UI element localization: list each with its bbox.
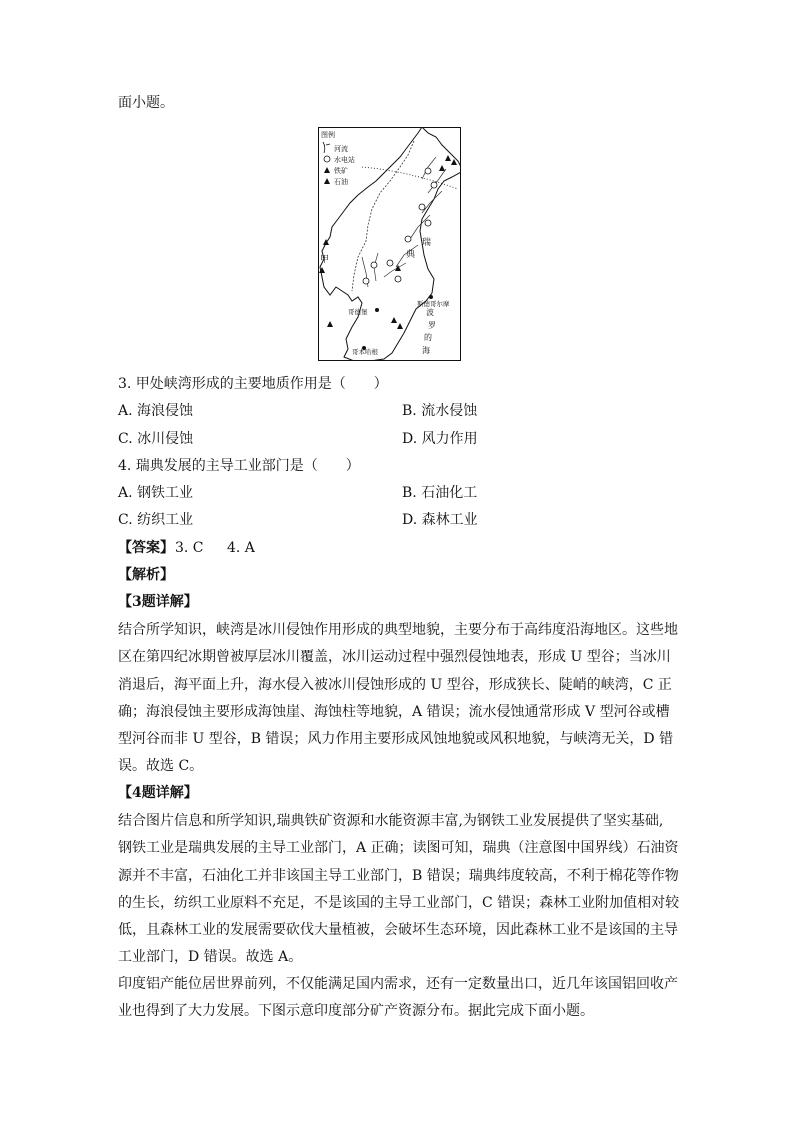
label-gothenburg: 哥德堡 [348,308,368,316]
q4-detail-line: 工业部门，D 错误。故选 A。 [118,949,303,966]
q4-detail-text [118,808,678,972]
label-jia: 甲 [320,255,330,265]
next-intro-line: 业也得到了大力发展。下图示意印度部分矿产资源分布。据此完成下面小题。 [118,1003,594,1020]
label-luo: 罗 [428,321,436,330]
q3-detail-line: 结合所学知识，峡湾是冰川侵蚀作用形成的典型地貌，主要分布于高纬度沿海地区。这些地 [118,622,678,638]
legend-iron-label: 铁矿 [334,167,348,175]
legend-river-label: 河流 [334,145,348,153]
answer-q3: 3. C [175,540,204,556]
q3-stem: 3. 甲处峡湾形成的主要地质作用是（ ） [118,376,388,392]
q3-detail-line: 确；海浪侵蚀主要形成海蚀崖、海蚀柱等地貌，A 错误；流水侵蚀通常形成 V 型河谷或槽 [118,703,670,720]
q4-detail-label: 【4题详解】 [118,785,198,801]
q3-detail-line: 型河谷而非 U 型谷，B 错误；风力作用主要形成风蚀地貌或风积地貌，与峡湾无关，D 错 [118,731,674,748]
q4-option-c: C. 纺织工业 [118,512,194,528]
sweden-map [318,127,461,361]
label-dian: 典 [406,250,416,260]
label-hai: 海 [422,346,430,355]
q4-detail-line: 低，且森林工业的发展需要砍伐大量植被，会破坏生态环境，因此森林工业不是该国的主导 [118,922,678,939]
next-intro-line: 印度铝产能位居世界前列，不仅能满足国内需求，还有一定数量出口，近几年该国铝回收产 [118,976,678,992]
intro-tail: 面小题。 [118,95,174,111]
q4-option-d: D. 森林工业 [402,512,478,528]
q4-detail-line: 的生长，纺织工业原料不充足，不是该国的主导工业部门，C 错误；森林工业附加值相对较 [118,894,680,911]
label-copenhagen: 哥本哈根 [352,348,378,356]
q4-option-b: B. 石油化工 [402,485,478,501]
hydropower-station-icon [324,156,330,162]
q3-detail-text [118,617,678,781]
legend-oil-label: 石油 [334,178,348,186]
gothenburg-marker [375,308,379,312]
label-stockholm: 斯德哥尔摩 [417,300,450,308]
answer-q4: 4. A [227,540,255,556]
q3-detail-line: 区在第四纪冰期曾被厚层冰川覆盖，冰川运动过程中强烈侵蚀地表，形成 U 型谷；当冰川 [118,649,671,666]
label-bo: 波 [426,308,434,317]
q3-option-a: A. 海浪侵蚀 [118,403,194,419]
q3-option-c: C. 冰川侵蚀 [118,431,194,447]
stockholm-marker [429,295,433,299]
legend-hydro-label: 水电站 [334,156,355,164]
q3-option-b: B. 流水侵蚀 [402,403,478,419]
q4-stem: 4. 瑞典发展的主导工业部门是（ ） [118,458,360,474]
next-question-intro [118,971,678,1026]
q4-option-a: A. 钢铁工业 [118,485,194,501]
q4-detail-line: 源并不丰富，石油化工并非该国主导工业部门，B 错误；瑞典纬度较高，不利于棉花等作物 [118,867,679,884]
legend-title: 图例 [321,131,335,139]
analysis-label: 【解析】 [118,567,174,583]
q4-detail-line: 钢铁工业是瑞典发展的主导工业部门，A 正确；读图可知，瑞典（注意图中国界线）石油资 [118,840,679,857]
answer-label: 【答案】 [118,540,174,556]
q4-detail-line: 结合图片信息和所学知识,瑞典铁矿资源和水能资源丰富,为钢铁工业发展提供了坚实基础, [118,813,664,829]
q3-option-d: D. 风力作用 [402,431,478,447]
q3-detail-label: 【3题详解】 [118,594,198,610]
label-rui: 瑞 [422,238,432,248]
label-de: 的 [424,333,432,342]
q3-detail-line: 误。故选 C。 [118,758,204,775]
q3-detail-line: 消退后，海平面上升，海水侵入被冰川侵蚀形成的 U 型谷，形成狭长、陡峭的峡湾，C 正 [118,676,672,693]
